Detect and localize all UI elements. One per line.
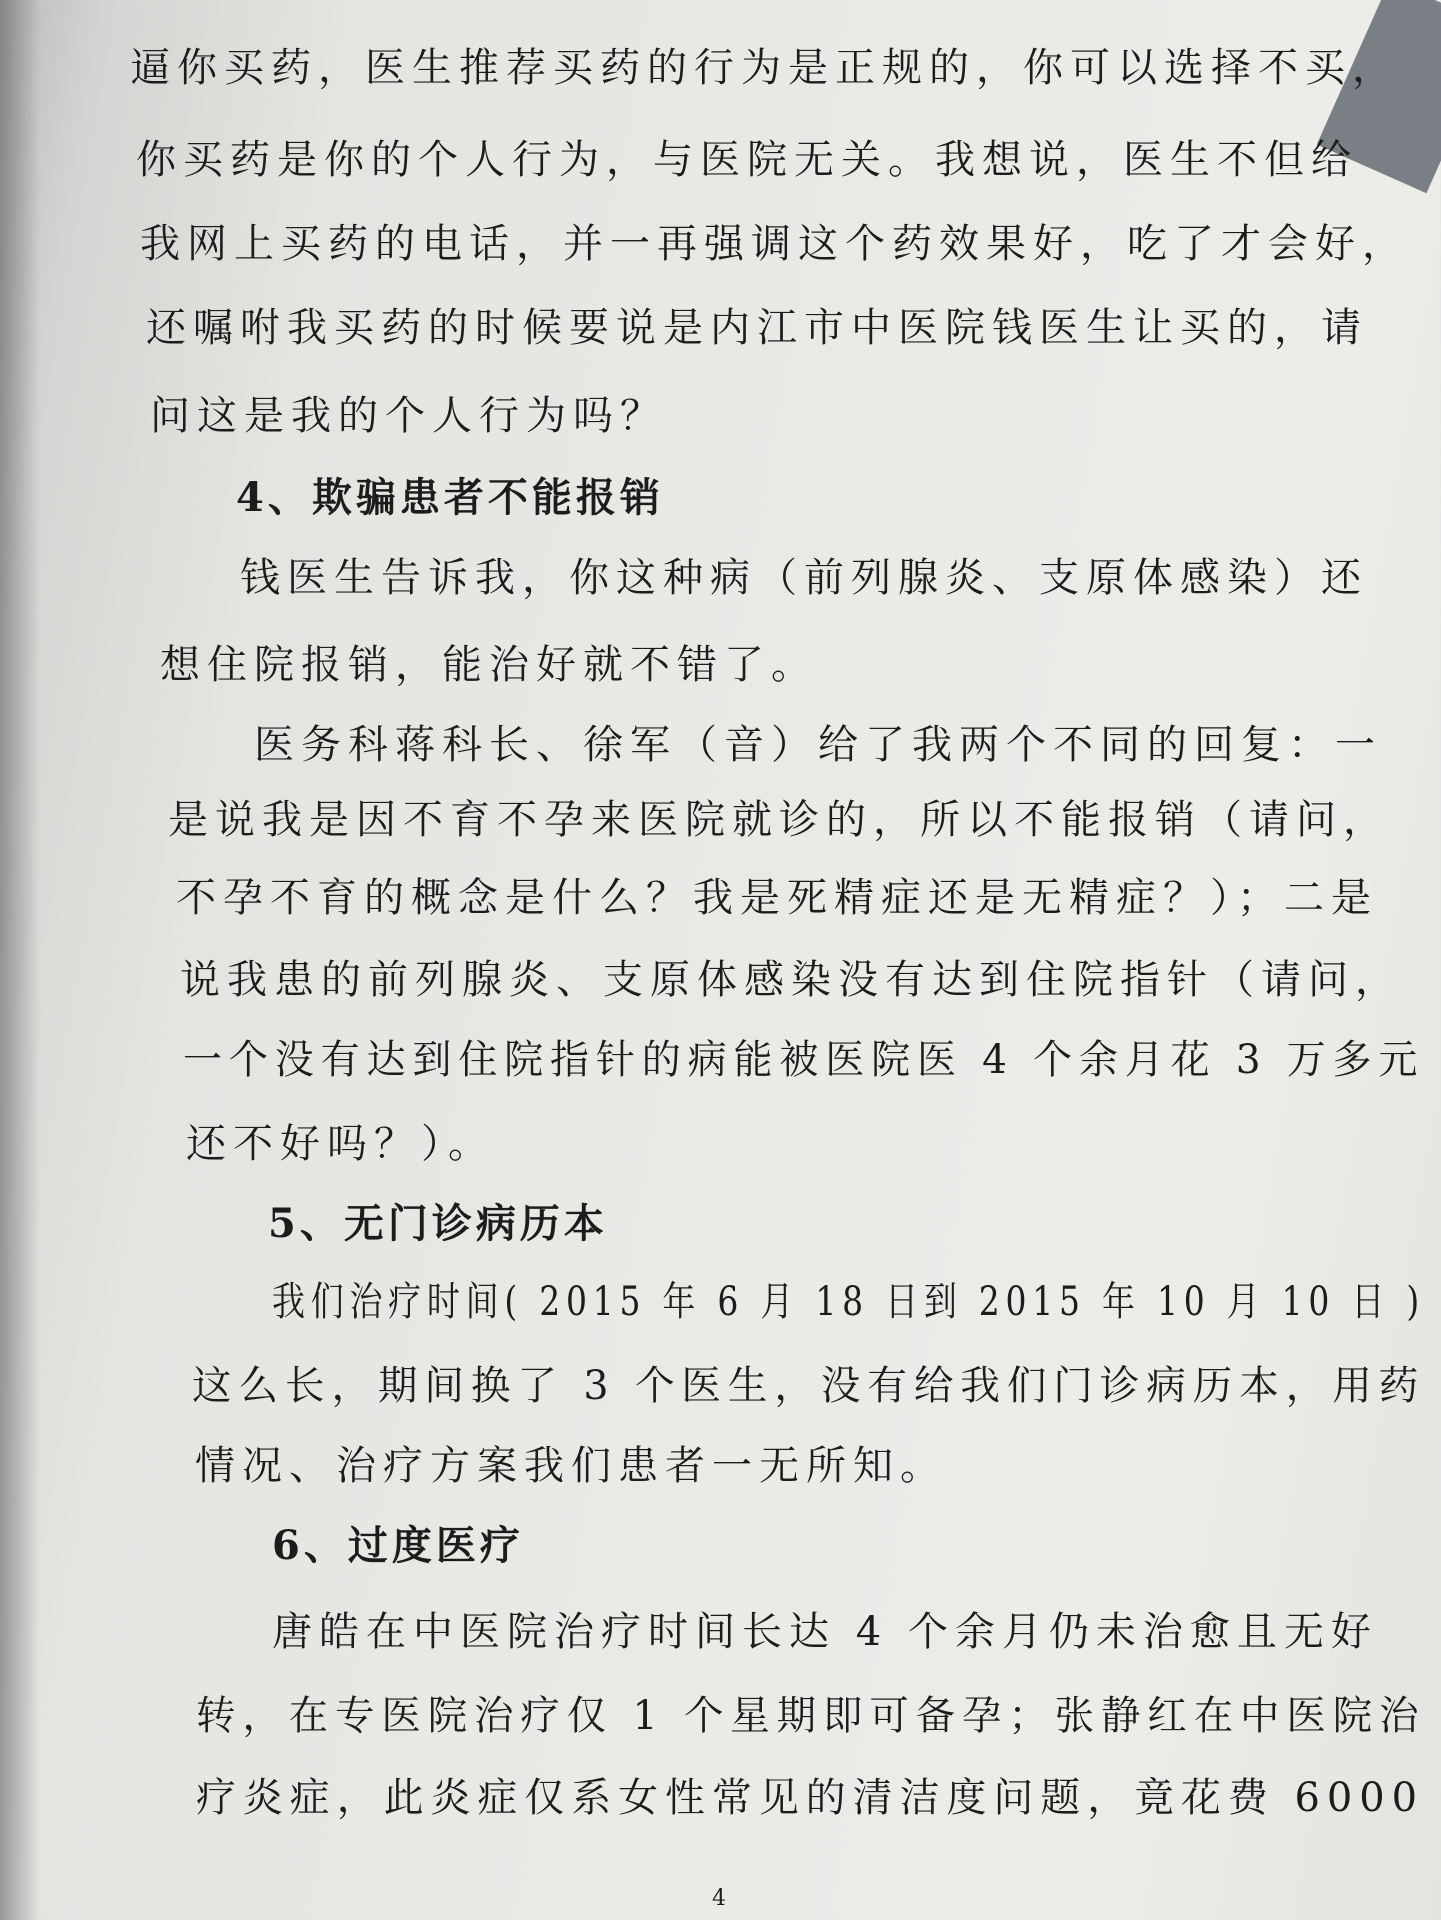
text-line: 钱医生告诉我，你这种病（前列腺炎、支原体感染）还 bbox=[240, 555, 1368, 601]
text-line: 不孕不育的概念是什么？我是死精症还是无精症？）；二是 bbox=[176, 875, 1378, 921]
text-line: 医务科蒋科长、徐军（音）给了我两个不同的回复：一 bbox=[254, 722, 1382, 768]
section-heading-4: 4、欺骗患者不能报销 bbox=[236, 474, 664, 521]
text-line: 逼你买药，医生推荐买药的行为是正规的，你可以选择不买， bbox=[130, 45, 1399, 91]
section-heading-6: 6、过度医疗 bbox=[272, 1522, 524, 1569]
text-line: 是说我是因不育不孕来医院就诊的，所以不能报销（请问， bbox=[168, 797, 1390, 843]
text-line: 我网上买药的电话，并一再强调这个药效果好，吃了才会好， bbox=[140, 221, 1409, 267]
text-line: 还嘱咐我买药的时候要说是内江市中医院钱医生让买的，请 bbox=[146, 305, 1368, 351]
page-number: 4 bbox=[712, 1886, 726, 1911]
text-line: 这么长，期间换了 3 个医生，没有给我们门诊病历本，用药 bbox=[192, 1363, 1426, 1409]
text-line: 一个没有达到住院指针的病能被医院医 4 个余月花 3 万多元 bbox=[183, 1037, 1425, 1083]
text-line: 唐皓在中医院治疗时间长达 4 个余月仍未治愈且无好 bbox=[272, 1609, 1378, 1655]
text-line: 情况、治疗方案我们患者一无所知。 bbox=[195, 1443, 947, 1489]
text-line: 疗炎症，此炎症仅系女性常见的清洁度问题，竟花费 6000 bbox=[196, 1775, 1425, 1821]
text-line: 问这是我的个人行为吗？ bbox=[150, 393, 667, 439]
text-line: 你买药是你的个人行为，与医院无关。我想说，医生不但给 bbox=[136, 137, 1358, 183]
text-line: 说我患的前列腺炎、支原体感染没有达到住院指针（请问， bbox=[180, 957, 1402, 1003]
text-line: 还不好吗？）。 bbox=[186, 1121, 495, 1167]
text-line: 转，在专医院治疗仅 1 个星期即可备孕；张静红在中医院治 bbox=[196, 1693, 1426, 1739]
text-line: 想住院报销，能治好就不错了。 bbox=[160, 642, 818, 688]
text-line: 我们治疗时间( 2015 年 6 月 18 日到 2015 年 10 月 10 日 ) bbox=[272, 1279, 1425, 1325]
section-heading-5: 5、无门诊病历本 bbox=[268, 1200, 608, 1247]
